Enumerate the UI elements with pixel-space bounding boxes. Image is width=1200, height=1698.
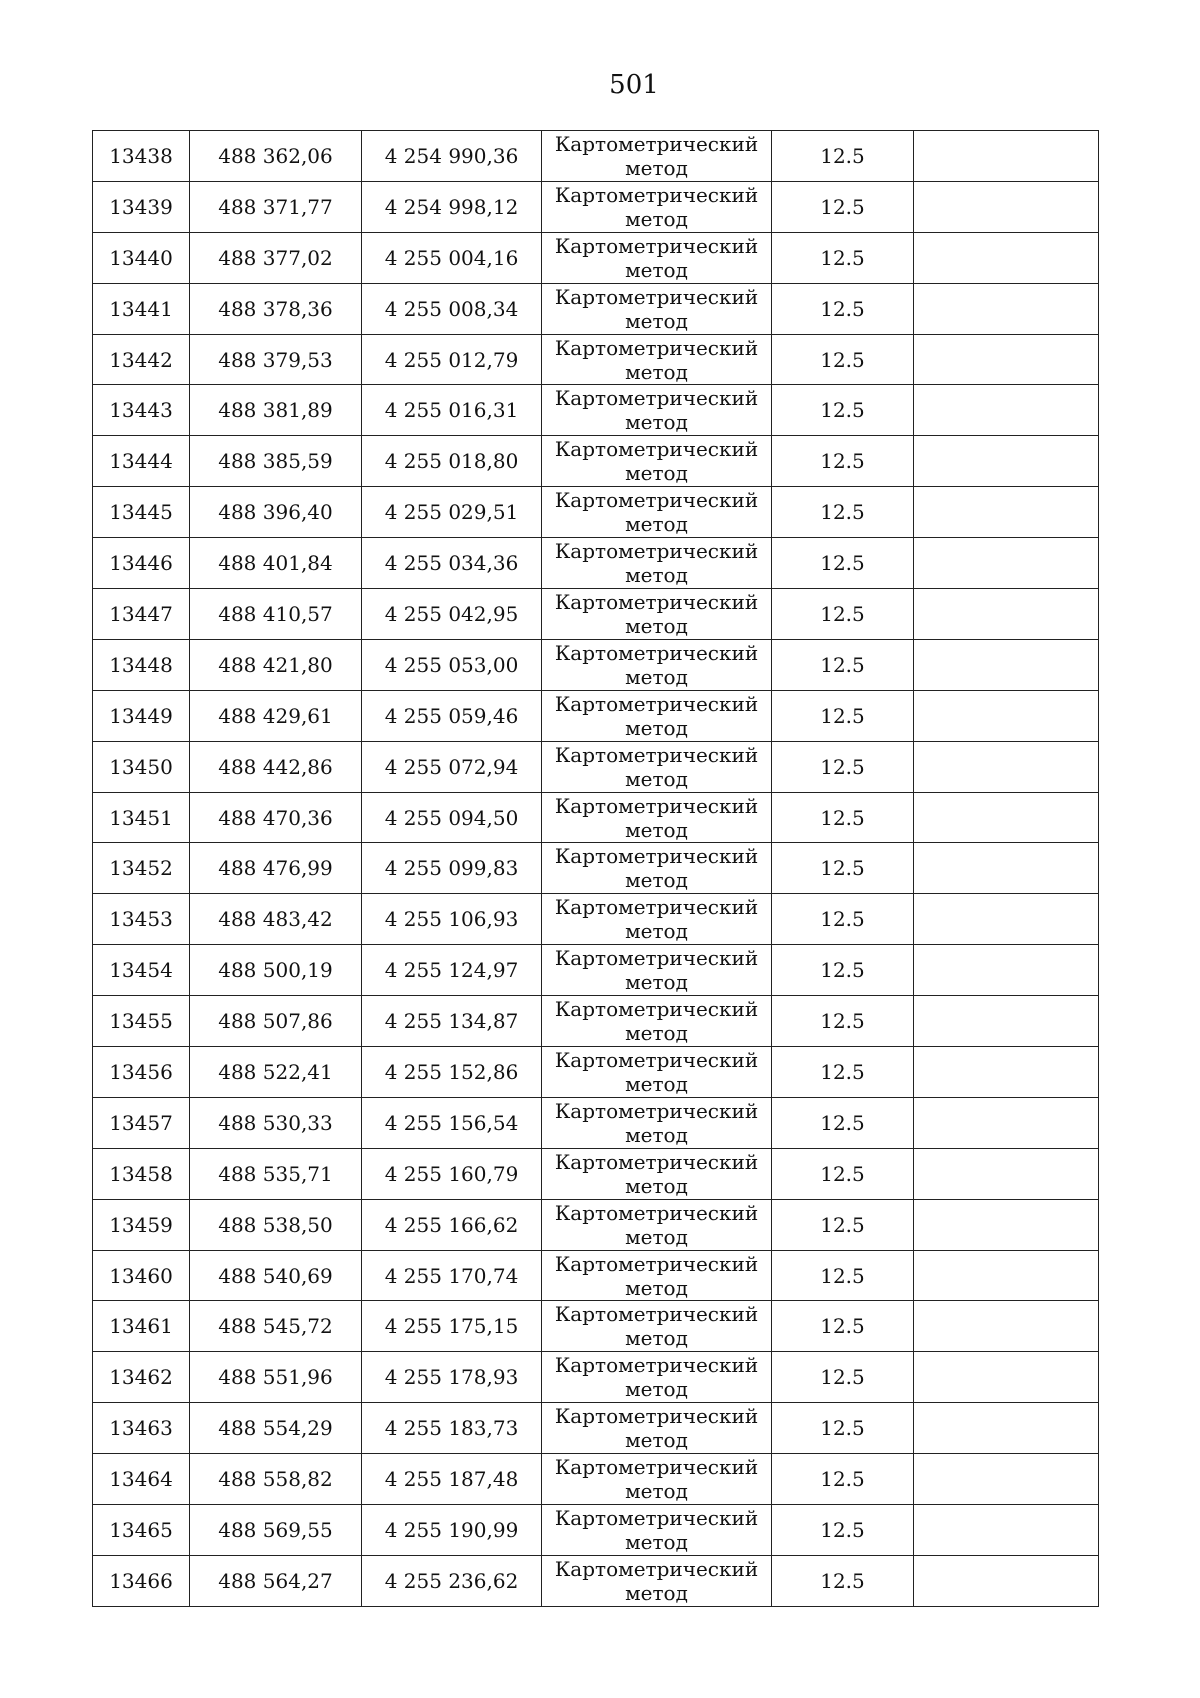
method-line-1: Картометрический xyxy=(554,1200,759,1225)
accuracy-cell: 12.5 xyxy=(772,996,914,1047)
method-line-1: Картометрический xyxy=(554,895,759,920)
point-number-cell: 13441 xyxy=(93,283,190,334)
table-row xyxy=(93,894,1099,945)
note-cell xyxy=(914,741,1099,792)
x-coordinate-cell: 488 476,99 xyxy=(190,843,362,894)
table-row xyxy=(93,741,1099,792)
note-cell xyxy=(914,1148,1099,1199)
table-row xyxy=(93,1505,1099,1556)
y-coordinate-cell: 4 255 004,16 xyxy=(362,232,542,283)
method-cell xyxy=(542,436,772,487)
method-cell xyxy=(542,1352,772,1403)
table-row xyxy=(93,131,1099,182)
note-cell xyxy=(914,1403,1099,1454)
note-cell xyxy=(914,283,1099,334)
table-row xyxy=(93,283,1099,334)
note-cell xyxy=(914,1250,1099,1301)
method-cell xyxy=(542,487,772,538)
point-number-cell: 13462 xyxy=(93,1352,190,1403)
accuracy-cell: 12.5 xyxy=(772,1555,914,1606)
method-line-2: метод xyxy=(625,715,688,740)
accuracy-cell: 12.5 xyxy=(772,131,914,182)
y-coordinate-cell: 4 255 016,31 xyxy=(362,385,542,436)
point-number-cell: 13458 xyxy=(93,1148,190,1199)
note-cell xyxy=(914,843,1099,894)
y-coordinate-cell: 4 255 012,79 xyxy=(362,334,542,385)
point-number-cell: 13438 xyxy=(93,131,190,182)
x-coordinate-cell: 488 569,55 xyxy=(190,1505,362,1556)
x-coordinate-cell: 488 385,59 xyxy=(190,436,362,487)
method-cell xyxy=(542,894,772,945)
table-row xyxy=(93,792,1099,843)
accuracy-cell: 12.5 xyxy=(772,181,914,232)
method-line-2: метод xyxy=(625,1224,688,1249)
method-cell xyxy=(542,945,772,996)
method-line-2: метод xyxy=(625,1529,688,1554)
x-coordinate-cell: 488 551,96 xyxy=(190,1352,362,1403)
table-row xyxy=(93,1403,1099,1454)
y-coordinate-cell: 4 255 152,86 xyxy=(362,1047,542,1098)
method-line-1: Картометрический xyxy=(554,284,759,309)
y-coordinate-cell: 4 254 998,12 xyxy=(362,181,542,232)
note-cell xyxy=(914,1454,1099,1505)
y-coordinate-cell: 4 255 170,74 xyxy=(362,1250,542,1301)
method-cell xyxy=(542,232,772,283)
x-coordinate-cell: 488 540,69 xyxy=(190,1250,362,1301)
method-line-2: метод xyxy=(625,308,688,333)
accuracy-cell: 12.5 xyxy=(772,792,914,843)
method-line-1: Картометрический xyxy=(554,1047,759,1072)
accuracy-cell: 12.5 xyxy=(772,1047,914,1098)
x-coordinate-cell: 488 377,02 xyxy=(190,232,362,283)
accuracy-cell: 12.5 xyxy=(772,1148,914,1199)
method-line-1: Картометрический xyxy=(554,691,759,716)
table-row xyxy=(93,385,1099,436)
y-coordinate-cell: 4 255 008,34 xyxy=(362,283,542,334)
method-cell xyxy=(542,283,772,334)
table-row xyxy=(93,1250,1099,1301)
method-cell xyxy=(542,1199,772,1250)
x-coordinate-cell: 488 379,53 xyxy=(190,334,362,385)
method-line-1: Картометрический xyxy=(554,1556,759,1581)
method-line-2: метод xyxy=(625,1071,688,1096)
method-line-2: метод xyxy=(625,410,688,435)
method-line-1: Картометрический xyxy=(554,233,759,258)
y-coordinate-cell: 4 255 178,93 xyxy=(362,1352,542,1403)
note-cell xyxy=(914,945,1099,996)
point-number-cell: 13439 xyxy=(93,181,190,232)
accuracy-cell: 12.5 xyxy=(772,1454,914,1505)
accuracy-cell: 12.5 xyxy=(772,1403,914,1454)
x-coordinate-cell: 488 442,86 xyxy=(190,741,362,792)
coordinates-table xyxy=(92,130,1099,1607)
point-number-cell: 13466 xyxy=(93,1555,190,1606)
point-number-cell: 13449 xyxy=(93,690,190,741)
method-line-1: Картометрический xyxy=(554,182,759,207)
x-coordinate-cell: 488 522,41 xyxy=(190,1047,362,1098)
x-coordinate-cell: 488 558,82 xyxy=(190,1454,362,1505)
accuracy-cell: 12.5 xyxy=(772,945,914,996)
x-coordinate-cell: 488 530,33 xyxy=(190,1097,362,1148)
method-cell xyxy=(542,1148,772,1199)
table-row xyxy=(93,181,1099,232)
y-coordinate-cell: 4 255 160,79 xyxy=(362,1148,542,1199)
table-row xyxy=(93,1555,1099,1606)
method-line-2: метод xyxy=(625,613,688,638)
method-cell xyxy=(542,538,772,589)
method-line-2: метод xyxy=(625,868,688,893)
method-line-1: Картометрический xyxy=(554,1302,759,1327)
point-number-cell: 13455 xyxy=(93,996,190,1047)
table-row xyxy=(93,690,1099,741)
point-number-cell: 13456 xyxy=(93,1047,190,1098)
method-line-1: Картометрический xyxy=(554,131,759,156)
x-coordinate-cell: 488 545,72 xyxy=(190,1301,362,1352)
point-number-cell: 13463 xyxy=(93,1403,190,1454)
note-cell xyxy=(914,1199,1099,1250)
y-coordinate-cell: 4 255 156,54 xyxy=(362,1097,542,1148)
point-number-cell: 13450 xyxy=(93,741,190,792)
note-cell xyxy=(914,487,1099,538)
point-number-cell: 13464 xyxy=(93,1454,190,1505)
accuracy-cell: 12.5 xyxy=(772,1199,914,1250)
y-coordinate-cell: 4 255 134,87 xyxy=(362,996,542,1047)
point-number-cell: 13443 xyxy=(93,385,190,436)
table-row xyxy=(93,945,1099,996)
method-line-1: Картометрический xyxy=(554,1353,759,1378)
accuracy-cell: 12.5 xyxy=(772,1097,914,1148)
x-coordinate-cell: 488 421,80 xyxy=(190,639,362,690)
table-row xyxy=(93,1352,1099,1403)
method-cell xyxy=(542,334,772,385)
method-line-2: метод xyxy=(625,1580,688,1605)
point-number-cell: 13453 xyxy=(93,894,190,945)
method-line-2: метод xyxy=(625,664,688,689)
table-row xyxy=(93,843,1099,894)
y-coordinate-cell: 4 255 183,73 xyxy=(362,1403,542,1454)
accuracy-cell: 12.5 xyxy=(772,589,914,640)
note-cell xyxy=(914,232,1099,283)
note-cell xyxy=(914,1097,1099,1148)
method-line-1: Картометрический xyxy=(554,488,759,513)
note-cell xyxy=(914,334,1099,385)
method-line-2: метод xyxy=(625,919,688,944)
y-coordinate-cell: 4 255 106,93 xyxy=(362,894,542,945)
method-cell xyxy=(542,1047,772,1098)
method-cell xyxy=(542,690,772,741)
point-number-cell: 13442 xyxy=(93,334,190,385)
point-number-cell: 13465 xyxy=(93,1505,190,1556)
method-cell xyxy=(542,639,772,690)
table-row xyxy=(93,436,1099,487)
y-coordinate-cell: 4 255 042,95 xyxy=(362,589,542,640)
x-coordinate-cell: 488 378,36 xyxy=(190,283,362,334)
note-cell xyxy=(914,1505,1099,1556)
point-number-cell: 13459 xyxy=(93,1199,190,1250)
method-line-1: Картометрический xyxy=(554,793,759,818)
table-row xyxy=(93,1301,1099,1352)
x-coordinate-cell: 488 564,27 xyxy=(190,1555,362,1606)
point-number-cell: 13457 xyxy=(93,1097,190,1148)
table-row xyxy=(93,538,1099,589)
table-row xyxy=(93,1097,1099,1148)
note-cell xyxy=(914,131,1099,182)
accuracy-cell: 12.5 xyxy=(772,487,914,538)
x-coordinate-cell: 488 483,42 xyxy=(190,894,362,945)
method-line-2: метод xyxy=(625,766,688,791)
x-coordinate-cell: 488 535,71 xyxy=(190,1148,362,1199)
method-line-1: Картометрический xyxy=(554,539,759,564)
method-cell xyxy=(542,996,772,1047)
accuracy-cell: 12.5 xyxy=(772,690,914,741)
method-line-2: метод xyxy=(625,1428,688,1453)
method-cell xyxy=(542,1097,772,1148)
method-line-2: метод xyxy=(625,1173,688,1198)
method-cell xyxy=(542,1555,772,1606)
method-line-1: Картометрический xyxy=(554,742,759,767)
x-coordinate-cell: 488 507,86 xyxy=(190,996,362,1047)
note-cell xyxy=(914,690,1099,741)
y-coordinate-cell: 4 255 175,15 xyxy=(362,1301,542,1352)
x-coordinate-cell: 488 381,89 xyxy=(190,385,362,436)
note-cell xyxy=(914,639,1099,690)
x-coordinate-cell: 488 410,57 xyxy=(190,589,362,640)
table-row xyxy=(93,1148,1099,1199)
note-cell xyxy=(914,538,1099,589)
method-line-2: метод xyxy=(625,461,688,486)
table-row xyxy=(93,639,1099,690)
method-line-1: Картометрический xyxy=(554,946,759,971)
point-number-cell: 13440 xyxy=(93,232,190,283)
note-cell xyxy=(914,436,1099,487)
method-line-2: метод xyxy=(625,257,688,282)
note-cell xyxy=(914,894,1099,945)
method-line-1: Картометрический xyxy=(554,997,759,1022)
method-cell xyxy=(542,741,772,792)
method-line-2: метод xyxy=(625,970,688,995)
table-row xyxy=(93,334,1099,385)
table-row xyxy=(93,1454,1099,1505)
method-cell xyxy=(542,181,772,232)
y-coordinate-cell: 4 255 099,83 xyxy=(362,843,542,894)
table-body xyxy=(93,131,1099,1607)
x-coordinate-cell: 488 470,36 xyxy=(190,792,362,843)
method-line-1: Картометрический xyxy=(554,1149,759,1174)
method-cell xyxy=(542,792,772,843)
method-cell xyxy=(542,1505,772,1556)
accuracy-cell: 12.5 xyxy=(772,1352,914,1403)
method-cell xyxy=(542,589,772,640)
table-row xyxy=(93,1047,1099,1098)
method-line-1: Картометрический xyxy=(554,1404,759,1429)
method-line-1: Картометрический xyxy=(554,1505,759,1530)
y-coordinate-cell: 4 255 059,46 xyxy=(362,690,542,741)
accuracy-cell: 12.5 xyxy=(772,1301,914,1352)
table-row xyxy=(93,1199,1099,1250)
accuracy-cell: 12.5 xyxy=(772,436,914,487)
accuracy-cell: 12.5 xyxy=(772,232,914,283)
x-coordinate-cell: 488 401,84 xyxy=(190,538,362,589)
y-coordinate-cell: 4 255 029,51 xyxy=(362,487,542,538)
accuracy-cell: 12.5 xyxy=(772,283,914,334)
accuracy-cell: 12.5 xyxy=(772,1505,914,1556)
table-row xyxy=(93,589,1099,640)
note-cell xyxy=(914,1301,1099,1352)
method-line-1: Картометрический xyxy=(554,1251,759,1276)
method-line-2: метод xyxy=(625,563,688,588)
table-row xyxy=(93,996,1099,1047)
method-line-1: Картометрический xyxy=(554,844,759,869)
point-number-cell: 13454 xyxy=(93,945,190,996)
y-coordinate-cell: 4 255 072,94 xyxy=(362,741,542,792)
accuracy-cell: 12.5 xyxy=(772,843,914,894)
note-cell xyxy=(914,181,1099,232)
accuracy-cell: 12.5 xyxy=(772,639,914,690)
y-coordinate-cell: 4 255 053,00 xyxy=(362,639,542,690)
point-number-cell: 13448 xyxy=(93,639,190,690)
method-line-1: Картометрический xyxy=(554,640,759,665)
y-coordinate-cell: 4 255 190,99 xyxy=(362,1505,542,1556)
x-coordinate-cell: 488 538,50 xyxy=(190,1199,362,1250)
point-number-cell: 13452 xyxy=(93,843,190,894)
method-cell xyxy=(542,1403,772,1454)
table-row xyxy=(93,487,1099,538)
accuracy-cell: 12.5 xyxy=(772,741,914,792)
y-coordinate-cell: 4 255 094,50 xyxy=(362,792,542,843)
method-cell xyxy=(542,1250,772,1301)
note-cell xyxy=(914,996,1099,1047)
method-cell xyxy=(542,1454,772,1505)
method-line-2: метод xyxy=(625,1122,688,1147)
note-cell xyxy=(914,1555,1099,1606)
accuracy-cell: 12.5 xyxy=(772,894,914,945)
x-coordinate-cell: 488 500,19 xyxy=(190,945,362,996)
method-line-2: метод xyxy=(625,512,688,537)
method-line-2: метод xyxy=(625,1275,688,1300)
y-coordinate-cell: 4 254 990,36 xyxy=(362,131,542,182)
note-cell xyxy=(914,792,1099,843)
y-coordinate-cell: 4 255 124,97 xyxy=(362,945,542,996)
accuracy-cell: 12.5 xyxy=(772,385,914,436)
point-number-cell: 13447 xyxy=(93,589,190,640)
method-line-2: метод xyxy=(625,1021,688,1046)
note-cell xyxy=(914,385,1099,436)
point-number-cell: 13446 xyxy=(93,538,190,589)
x-coordinate-cell: 488 554,29 xyxy=(190,1403,362,1454)
point-number-cell: 13445 xyxy=(93,487,190,538)
method-line-1: Картометрический xyxy=(554,335,759,360)
method-cell xyxy=(542,1301,772,1352)
accuracy-cell: 12.5 xyxy=(772,538,914,589)
method-cell xyxy=(542,385,772,436)
method-line-1: Картометрический xyxy=(554,589,759,614)
note-cell xyxy=(914,1352,1099,1403)
x-coordinate-cell: 488 371,77 xyxy=(190,181,362,232)
point-number-cell: 13461 xyxy=(93,1301,190,1352)
y-coordinate-cell: 4 255 187,48 xyxy=(362,1454,542,1505)
x-coordinate-cell: 488 362,06 xyxy=(190,131,362,182)
y-coordinate-cell: 4 255 236,62 xyxy=(362,1555,542,1606)
x-coordinate-cell: 488 396,40 xyxy=(190,487,362,538)
method-line-2: метод xyxy=(625,359,688,384)
note-cell xyxy=(914,589,1099,640)
accuracy-cell: 12.5 xyxy=(772,334,914,385)
y-coordinate-cell: 4 255 166,62 xyxy=(362,1199,542,1250)
y-coordinate-cell: 4 255 018,80 xyxy=(362,436,542,487)
point-number-cell: 13460 xyxy=(93,1250,190,1301)
y-coordinate-cell: 4 255 034,36 xyxy=(362,538,542,589)
method-line-2: метод xyxy=(625,206,688,231)
page-number: 501 xyxy=(609,70,659,100)
method-line-2: метод xyxy=(625,1479,688,1504)
method-line-2: метод xyxy=(625,1377,688,1402)
method-cell xyxy=(542,843,772,894)
note-cell xyxy=(914,1047,1099,1098)
method-line-1: Картометрический xyxy=(554,1098,759,1123)
method-line-1: Картометрический xyxy=(554,437,759,462)
accuracy-cell: 12.5 xyxy=(772,1250,914,1301)
method-line-2: метод xyxy=(625,1326,688,1351)
method-line-2: метод xyxy=(625,155,688,180)
method-line-1: Картометрический xyxy=(554,1455,759,1480)
method-line-2: метод xyxy=(625,817,688,842)
table-row xyxy=(93,232,1099,283)
point-number-cell: 13444 xyxy=(93,436,190,487)
method-cell xyxy=(542,131,772,182)
x-coordinate-cell: 488 429,61 xyxy=(190,690,362,741)
method-line-1: Картометрический xyxy=(554,386,759,411)
point-number-cell: 13451 xyxy=(93,792,190,843)
